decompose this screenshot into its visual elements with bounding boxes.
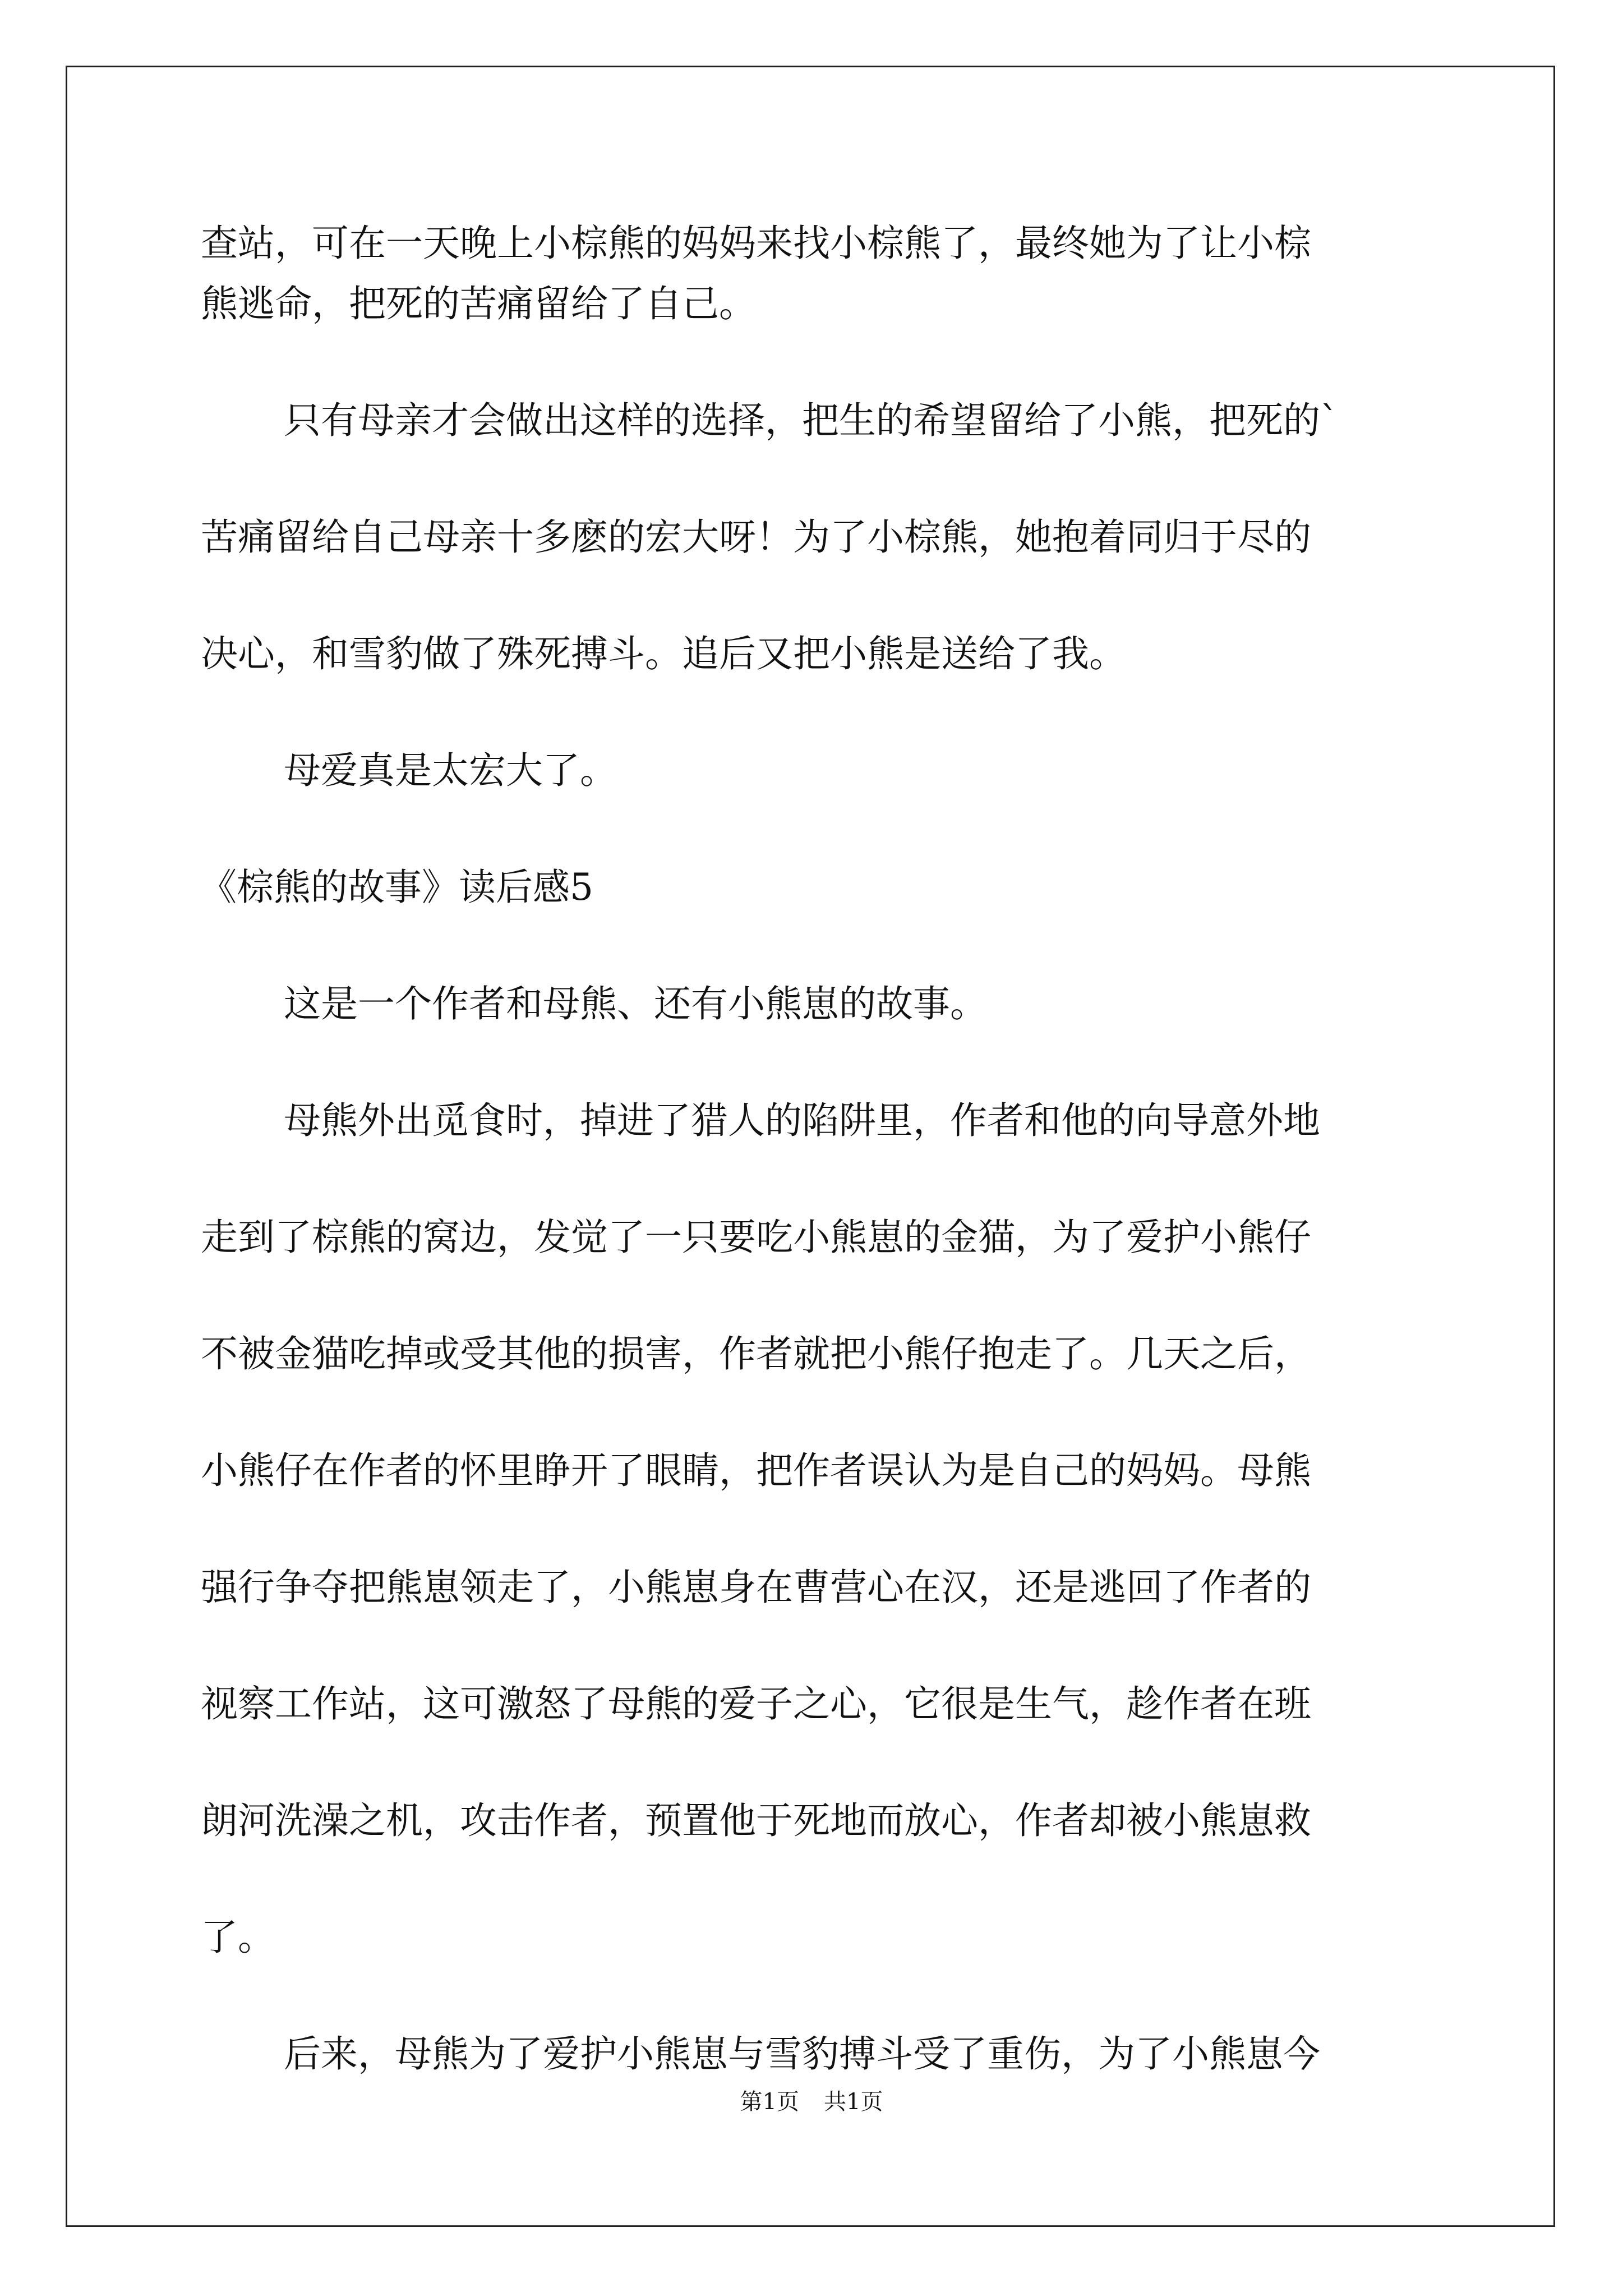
heading-text: 《棕熊的故事》读后感5 [200,866,593,909]
paragraph-line: 视察工作站，这可激怒了母熊的爱子之心，它很是生气，趁作者在班 [201,1682,1311,1726]
paragraph-line: 只有母亲才会做出这样的选择，把生的希望留给了小熊，把死的` [284,399,1339,442]
paragraph-line: 这是一个作者和母熊、还有小熊崽的故事。 [284,982,987,1025]
paragraph-line: 后来，母熊为了爱护小熊崽与雪豹搏斗受了重伤，为了小熊崽今 [284,2032,1320,2076]
paragraph-line: 查站，可在一天晚上小棕熊的妈妈来找小棕熊了，最终她为了让小棕 [201,222,1311,265]
paragraph-6 [201,2024,1429,2085]
paragraph-3 [201,740,1429,801]
paragraph-line: 小熊仔在作者的怀里睁开了眼睛，把作者误认为是自己的妈妈。母熊 [201,1449,1311,1492]
paragraph-line: 了。 [201,1916,275,1959]
paragraph-line: 走到了棕熊的窝边，发觉了一只要吃小熊崽的金猫，为了爱护小熊仔 [201,1216,1311,1259]
paragraph-line: 决心，和雪豹做了殊死搏斗。追后又把小熊是送给了我。 [201,632,1126,675]
paragraph-4 [201,974,1429,1034]
paragraph-1 [201,213,1429,334]
page-total: 共1页 [824,2089,883,2115]
page-footer [0,2088,1623,2116]
paragraph-line: 苦痛留给自己母亲十多麽的宏大呀！为了小棕熊，她抱着同归于尽的 [201,516,1311,559]
page-number: 第1页 [740,2089,799,2115]
section-heading [201,857,1429,918]
paragraph-line: 强行争夺把熊崽领走了，小熊崽身在曹营心在汉，还是逃回了作者的 [201,1566,1311,1609]
document-body [201,213,1429,2085]
paragraph-2 [201,390,1429,684]
paragraph-line: 熊逃命，把死的苦痛留给了自己。 [201,282,756,325]
paragraph-line: 不被金猫吃掉或受其他的损害，作者就把小熊仔抱走了。几天之后， [201,1332,1311,1375]
paragraph-line: 母爱真是太宏大了。 [284,749,617,792]
paragraph-5 [201,1091,1429,1968]
paragraph-line: 朗河洗澡之机，攻击作者，预置他于死地而放心，作者却被小熊崽救 [201,1799,1311,1842]
paragraph-line: 母熊外出觅食时，掉进了猎人的陷阱里，作者和他的向导意外地 [284,1099,1320,1142]
